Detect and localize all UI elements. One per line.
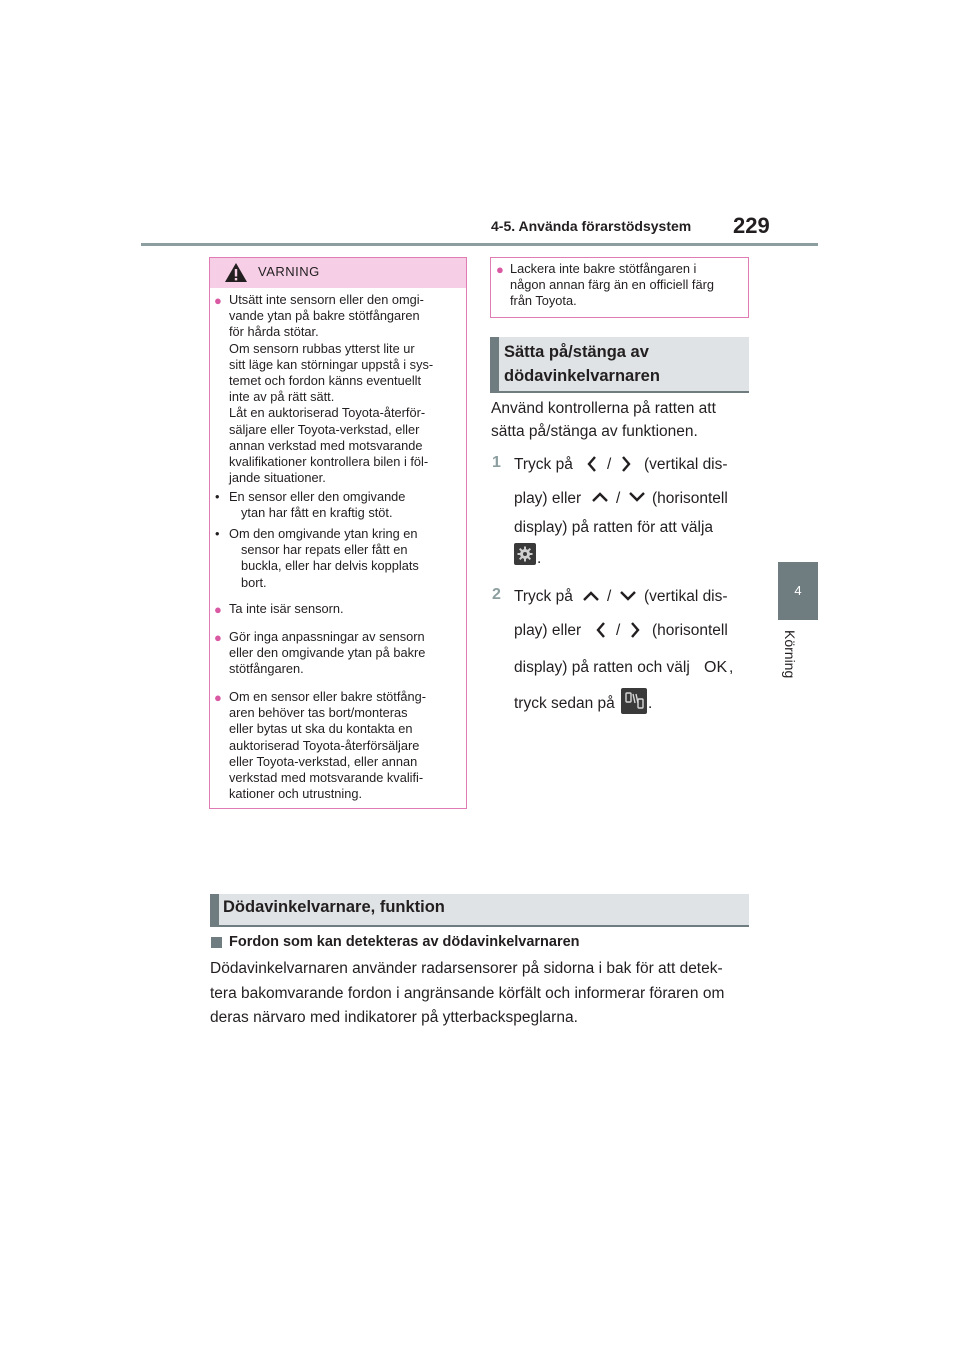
bullet-icon: ● [496, 262, 504, 277]
page-number: 229 [733, 213, 770, 238]
step2-slash-2: / [616, 622, 621, 639]
section-title-onoff: Sätta på/stänga av dödavinkelvarnaren [504, 343, 660, 385]
section-title-function: Dödavinkelvarnare, funktion [223, 898, 445, 916]
section-header: 4-5. Använda förarstödsystem [491, 218, 692, 234]
step1-text-d: (horisontell [652, 490, 728, 507]
step2-dot: . [648, 695, 653, 712]
chevron-left-icon [595, 621, 607, 639]
step2-text-b: (vertikal dis- [644, 588, 728, 605]
warning-item-4: Om en sensor eller bakre stötfång- aren behöver tas bort/monteras eller bytas ut ska du kontakta en auktoriserad Toyota-återförsäljare eller Toyota-verkstad, eller annan verkstad med motsvarande kvalifi- kationer och utrustning. [229, 689, 427, 802]
header-rule [141, 243, 818, 246]
warning-item-3: Gör inga anpassningar av sensorn eller den omgivande ytan på bakre stötfångaren. [229, 629, 426, 677]
step1-text-c: play) eller [514, 490, 582, 507]
step1-text-b: (vertikal dis- [644, 456, 728, 473]
chevron-up-icon [591, 491, 609, 503]
chevron-down-icon [628, 491, 646, 503]
step1-slash-2: / [616, 490, 621, 507]
step2-text-d: (horisontell [652, 622, 728, 639]
step2-text-c: play) eller [514, 622, 582, 639]
sub-bullet-icon: • [215, 489, 220, 504]
sub-bullet-icon: • [215, 526, 220, 541]
warning-item-2: Ta inte isär sensorn. [229, 601, 344, 616]
note-text: Lackera inte bakre stötfångaren i någon annan färg än en officiell färg från Toyota. [510, 261, 714, 308]
chevron-right-icon [620, 455, 632, 473]
warning-subitem-1: En sensor eller den omgivande ytan har fått en kraftig stöt. [229, 489, 406, 521]
chevron-up-icon [582, 590, 600, 602]
warning-item-1: Utsätt inte sensorn eller den omgi- vande ytan på bakre stötfångaren för hårda stötar. Om sensorn rubbas ytterst lite ur sitt läge kan störningar uppstå i sys- temet och fordon känns eventuellt inte av på rätt sätt. Låt en auktoriserad Toyota-återför- säljare eller Toyota-verkstad, eller annan verkstad med motsvarande kvalifikationer kontrollera bilen i föl- jande situationer. [229, 292, 434, 486]
chapter-number: 4 [794, 583, 802, 598]
chevron-down-icon [619, 590, 637, 602]
function-body-text: Dödavinkelvarnaren använder radarsensorer på sidorna i bak för att detek- tera bakomvarande fordon i angränsande körfält och informerar föraren om deras närvaro med indikatorer på ytterbackspeglarna. [210, 960, 725, 1026]
settings-gear-icon [514, 543, 536, 565]
chevron-left-icon [586, 455, 598, 473]
warning-triangle-icon [224, 262, 248, 283]
intro-text: Använd kontrollerna på ratten att sätta på/stänga av funktionen. [491, 400, 716, 440]
section-heading-rule [490, 391, 749, 393]
blind-spot-monitor-icon [621, 688, 647, 714]
step2-comma: , [729, 659, 734, 676]
ok-icon: OK [704, 659, 728, 676]
chevron-right-icon [629, 621, 641, 639]
section-heading-bar [490, 337, 499, 391]
section-heading-rule [210, 925, 749, 927]
warning-title: VARNING [258, 264, 320, 279]
step1-slash-1: / [607, 456, 612, 473]
section-heading-bar [210, 894, 219, 925]
step2-slash-1: / [607, 588, 612, 605]
step1-text-f: . [537, 550, 542, 567]
square-bullet-icon [211, 937, 222, 948]
step2-text-e: display) på ratten och välj [514, 659, 690, 676]
chapter-label: Körning [782, 630, 798, 679]
step1-text-e: display) på ratten för att välja [514, 519, 714, 536]
step-number-2: 2 [492, 586, 501, 603]
bullet-icon: ● [214, 293, 222, 308]
warning-header [210, 258, 466, 288]
step2-text-g: tryck sedan på [514, 695, 615, 712]
subheading: Fordon som kan detekteras av dödavinkelvarnaren [229, 934, 580, 950]
step2-text-a: Tryck på [514, 588, 573, 605]
warning-subitem-2: Om den omgivande ytan kring en sensor har repats eller fått en buckla, eller har delvis kopplats bort. [229, 526, 419, 590]
bullet-icon: ● [214, 630, 222, 645]
step-number-1: 1 [492, 454, 501, 471]
bullet-icon: ● [214, 690, 222, 705]
bullet-icon: ● [214, 602, 222, 617]
step1-text-a: Tryck på [514, 456, 573, 473]
